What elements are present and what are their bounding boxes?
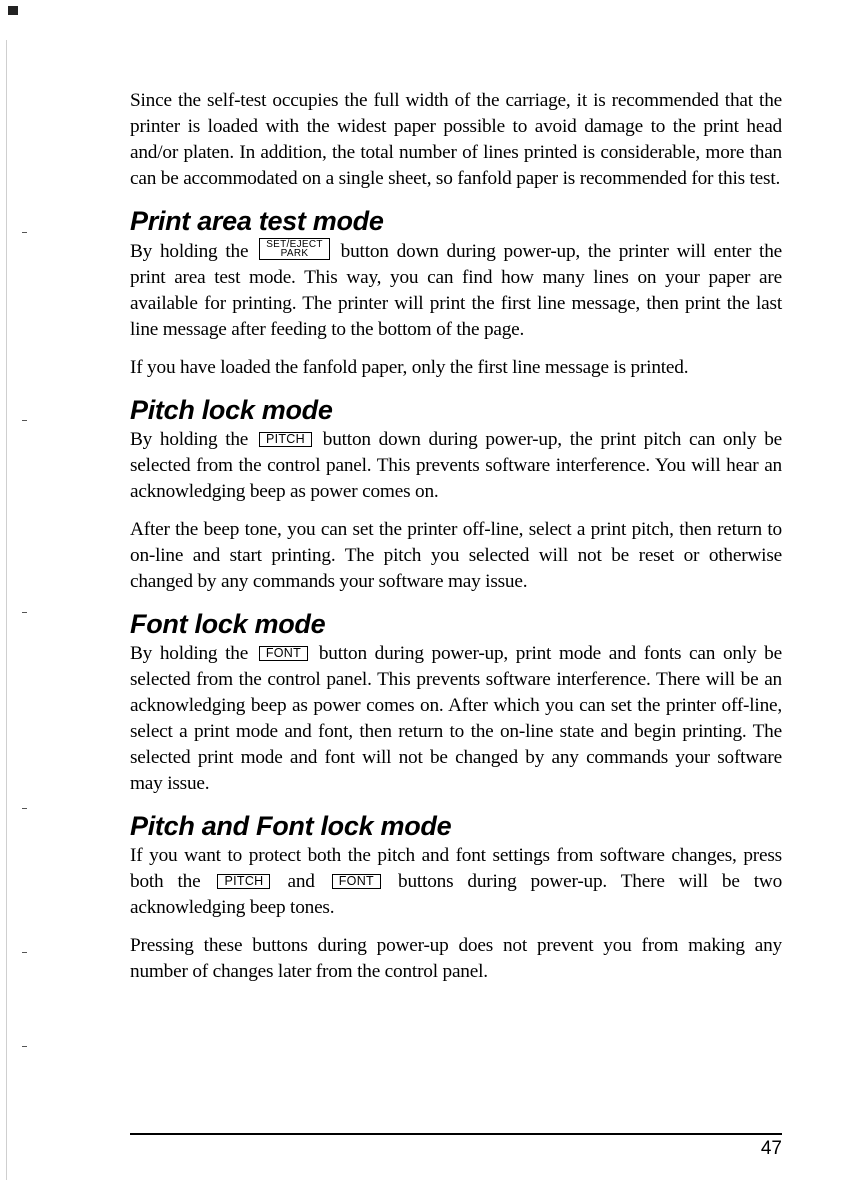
text: By holding the [130, 429, 249, 450]
pitch-font-lock-paragraph-2: Pressing these buttons during power-up does not prevent you from making any number of changes later from the control panel. [130, 935, 782, 982]
heading-pitch-lock-mode: Pitch lock mode [130, 395, 333, 425]
margin-tick [22, 420, 27, 421]
heading-pitch-and-font-lock-mode: Pitch and Font lock mode [130, 811, 452, 841]
print-area-paragraph-2: If you have loaded the fanfold paper, only the first line message is printed. [130, 357, 689, 378]
intro-paragraph: Since the self-test occupies the full width of the carriage, it is recommended that the printer is loaded with the widest paper possible to avoid damage to the print head and/or platen. In addition, the total number of lines printed is considerable, more than can be accommodated on a single sheet, so fanfold paper is recommended for this test. [130, 90, 782, 189]
font-lock-paragraph-1 [130, 641, 782, 797]
key-label-bottom: PARK [280, 248, 309, 259]
text: and [287, 871, 315, 892]
heading-font-lock-mode: Font lock mode [130, 609, 326, 639]
pitch-lock-paragraph-1 [130, 427, 782, 505]
margin-tick [22, 232, 27, 233]
key-label-top: SET/EJECT [266, 239, 323, 250]
page-edge [6, 40, 7, 1180]
text: By holding the [130, 643, 249, 664]
text: button down during power-up, the print pitch can only be selected from the control panel. This prevents software interference. You will hear an acknowledging beep as power comes on. [130, 429, 782, 502]
text: If you want to protect both the pitch and font settings from software changes, press both the [130, 845, 782, 892]
print-area-paragraph-1 [130, 238, 782, 343]
font-key: FONT [259, 646, 308, 661]
margin-tick [22, 1046, 27, 1047]
scan-mark [8, 6, 18, 15]
pitch-lock-paragraph-2: After the beep tone, you can set the printer off-line, select a print pitch, then return to on-line and start printing. The pitch you selected will not be reset or otherwise changed by any commands your software may issue. [130, 519, 782, 592]
margin-tick [22, 952, 27, 953]
pitch-font-lock-paragraph-1 [130, 843, 782, 921]
font-key: FONT [332, 874, 381, 889]
page-content [130, 88, 782, 997]
text: buttons during power-up. There will be two acknowledging beep tones. [130, 871, 783, 918]
margin-tick [22, 612, 27, 613]
text: By holding the [130, 241, 249, 262]
text: button down during power-up, the printer will enter the print area test mode. This way, you can find how many lines on your paper are available for printing. The printer will print the first line message, then print the last line message after feeding to the bottom of the page. [130, 241, 783, 340]
page-number: 47 [760, 1138, 782, 1159]
footer-rule [130, 1133, 782, 1135]
text: button during power-up, print mode and fonts can only be selected from the control panel. This prevents software interference. There will be an acknowledging beep as power comes on. After which you can set the printer off-line, select a print mode and font, then return to the on-line state and begin printing. The selected print mode and font will not be changed by any commands your software may issue. [130, 643, 782, 794]
heading-print-area-test-mode: Print area test mode [130, 206, 384, 236]
margin-tick [22, 808, 27, 809]
set-eject-park-key [259, 238, 330, 260]
pitch-key: PITCH [217, 874, 270, 889]
pitch-key: PITCH [259, 432, 312, 447]
